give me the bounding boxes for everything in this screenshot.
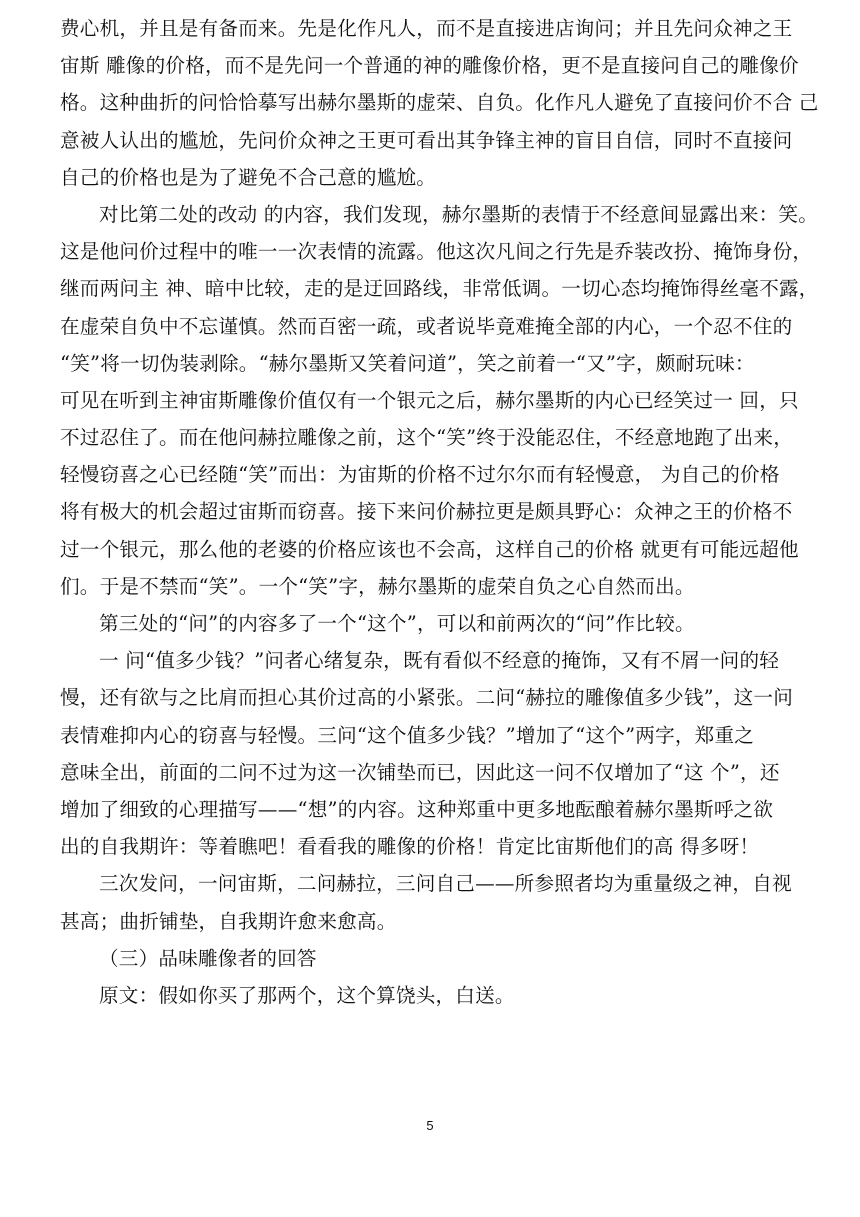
paragraph-start-line: 三次发问，一问宙斯，二问赫拉，三问自己——所参照者均为重量级之神，自视 — [99, 872, 792, 896]
paragraph-start-line: 第三处的“问”的内容多了一个“这个”，可以和前两次的“问”作比较。 — [99, 612, 695, 635]
text-line: 出的自我期许：等着瞧吧！看看我的雕像的价格！肯定比宙斯他们的高 得多呀！ — [60, 835, 760, 859]
text-line: 费心机，并且是有备而来。先是化作凡人，而不是直接进店询问；并且先问众神之王 — [60, 17, 793, 40]
text-line: 增加了细致的心理描写——“想”的内容。这种郑重中更多地酝酿着赫尔墨斯呼之欲 — [60, 797, 774, 821]
text-line: 格。这种曲折的问恰恰摹写出赫尔墨斯的虚荣、自负。化作凡人避免了直接问价不合 己 — [60, 91, 819, 115]
page-number: 5 — [426, 1118, 434, 1133]
text-line: 甚高；曲折铺垫，自我期许愈来愈高。 — [60, 909, 397, 933]
text-line: 意味全出，前面的二问不过为这一次铺垫而已，因此这一问不仅增加了“这 个”，还 — [60, 760, 780, 784]
text-line: 过一个银元，那么他的老婆的价格应该也不会高，这样自己的价格 就更有可能远超他 — [60, 537, 799, 561]
text-line: 宙斯 雕像的价格，而不是先问一个普通的神的雕像价格，更不是直接问自己的雕像价 — [60, 54, 799, 78]
text-line: 轻慢窃喜之心已经随“笑”而出：为宙斯的价格不过尔尔而有轻慢意， 为自己的价格 — [60, 463, 780, 487]
document-page — [60, 10, 819, 1014]
text-line: 慢，还有欲与之比肩而担心其价过高的小紧张。二问“赫拉的雕像值多少钱”，这一问 — [60, 686, 794, 710]
text-line: 们。于是不禁而“笑”。一个“笑”字，赫尔墨斯的虚荣自负之心自然而出。 — [60, 574, 695, 598]
text-line: 继而两问主 神、暗中比较，走的是迂回路线，非常低调。一切心态均掩饰得丝毫不露， — [60, 277, 819, 301]
text-line: 不过忍住了。而在他问赫拉雕像之前，这个“笑”终于没能忍住，不经意地跑了出来， — [60, 426, 794, 450]
text-line: 这是他问价过程中的唯一一次表情的流露。他这次凡间之行先是乔装改扮、掩饰身份， — [60, 240, 813, 264]
text-line: 表情难抑内心的窃喜与轻慢。三问“这个值多少钱？”增加了“这个”两字，郑重之 — [60, 723, 755, 747]
text-line: “笑”将一切伪装剥除。“赫尔墨斯又笑着问道”，笑之前着一“又”字，颇耐玩味： — [60, 351, 755, 375]
text-line: 自己的价格也是为了避免不合己意的尴尬。 — [60, 165, 437, 189]
text-line: 将有极大的机会超过宙斯而窃喜。接下来问价赫拉更是颇具野心：众神之王的价格不 — [60, 500, 793, 524]
section-heading: （三）品味雕像者的回答 — [99, 946, 317, 970]
text-line: 意被人认出的尴尬，先问价众神之王更可看出其争锋主神的盲目自信，同时不直接问 — [60, 128, 793, 152]
paragraph-start-line: 原文：假如你买了那两个，这个算饶头，白送。 — [99, 983, 515, 1007]
paragraph-start-line: 一 问“值多少钱？”问者心绪复杂，既有看似不经意的掩饰，又有不屑一问的轻 — [99, 649, 780, 673]
text-line: 在虚荣自负中不忘谨慎。然而百密一疏，或者说毕竟难掩全部的内心，一个忍不住的 — [60, 314, 793, 338]
text-line: 可见在听到主神宙斯雕像价值仅有一个银元之后，赫尔墨斯的内心已经笑过一 回，只 — [60, 388, 799, 412]
paragraph-start-line: 对比第二处的改动 的内容，我们发现，赫尔墨斯的表情于不经意间显露出来：笑。 — [99, 202, 819, 226]
